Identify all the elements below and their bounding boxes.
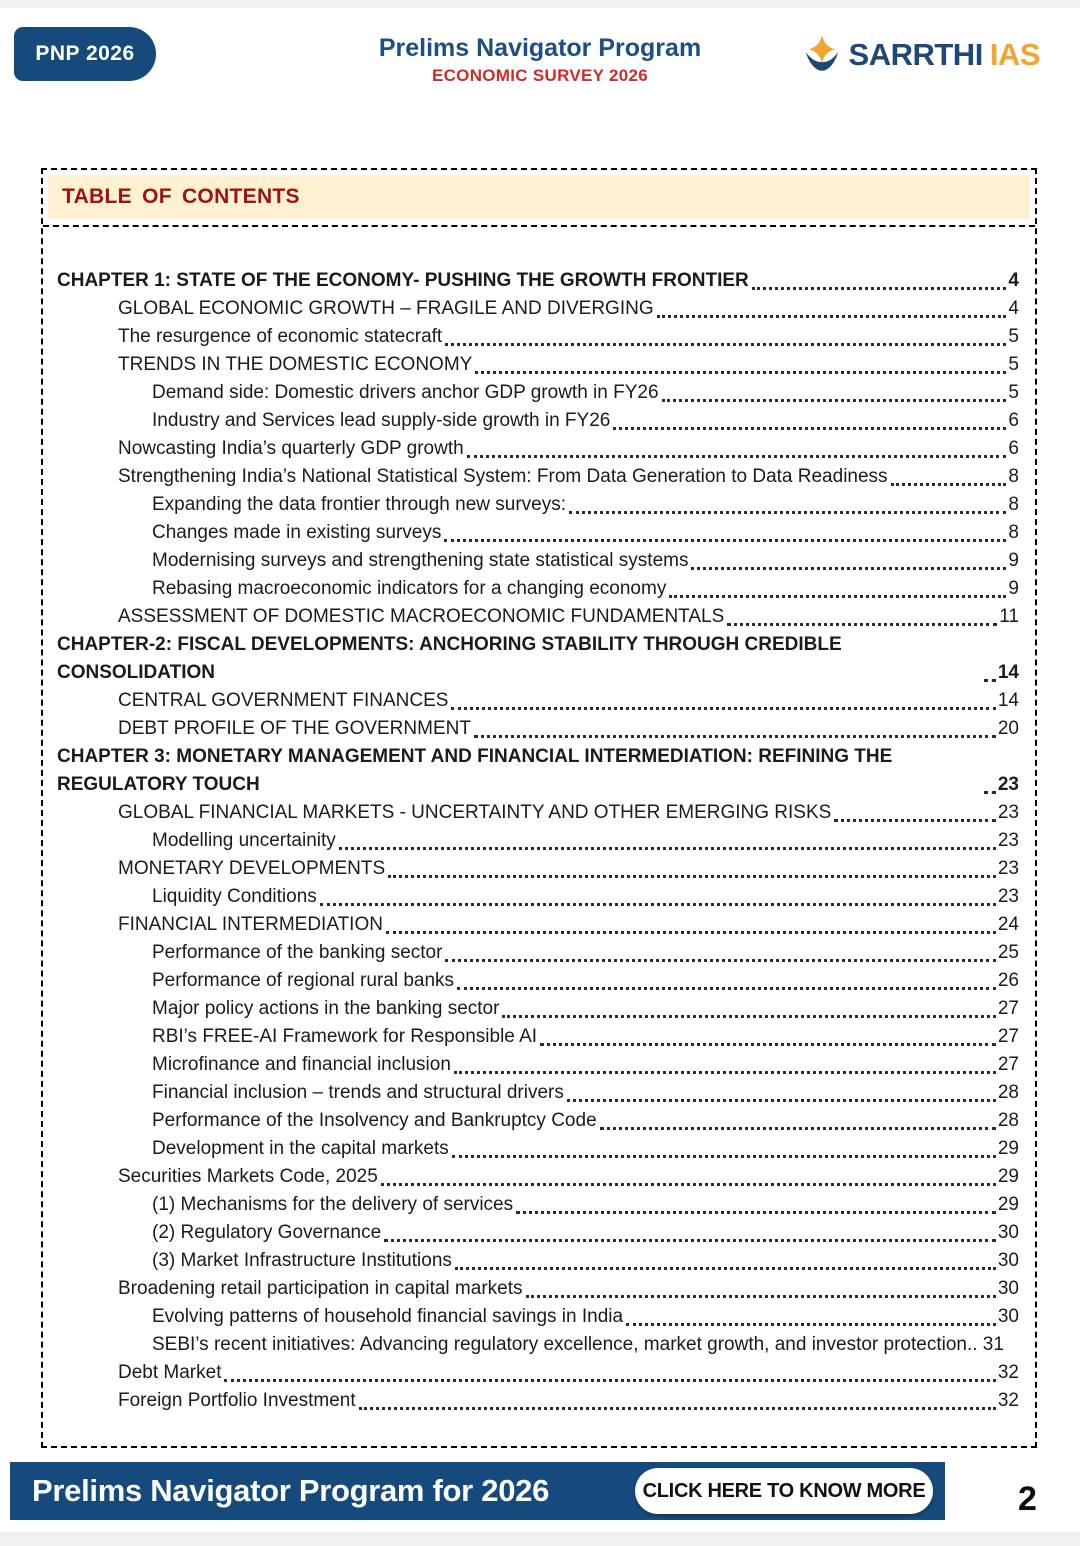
toc-entry-page: 24 — [997, 914, 1019, 935]
toc-heading: TABLE OF CONTENTS — [48, 175, 1030, 219]
toc-entry — [57, 1107, 1019, 1135]
logo-text-ias: IAS — [989, 37, 1040, 72]
dot-leader — [475, 371, 1006, 374]
dot-leader — [727, 623, 997, 626]
toc-entry — [57, 1247, 1019, 1275]
dot-leader — [834, 819, 996, 822]
toc-entry-page: 25 — [997, 942, 1019, 963]
toc-entry-title: Development in the capital markets — [152, 1138, 449, 1159]
toc-entry — [57, 967, 1019, 995]
toc-entry-title: Performance of the banking sector — [152, 942, 443, 963]
toc-entry-title: Strengthening India’s National Statistical System: From Data Generation to Data Readiness — [118, 466, 888, 487]
toc-entry-page: 4 — [1008, 298, 1019, 319]
dot-leader — [669, 595, 1006, 598]
toc-entry-title: Microfinance and financial inclusion — [152, 1054, 451, 1075]
toc-entry-page: 14 — [997, 690, 1019, 711]
toc-entry-page: 14 — [997, 662, 1019, 683]
dot-leader — [359, 1407, 996, 1410]
dot-leader — [445, 959, 995, 962]
dot-leader — [339, 847, 996, 850]
dot-leader — [516, 1211, 996, 1214]
toc-entry-page: 23 — [997, 858, 1019, 879]
toc-entry-title: The resurgence of economic statecraft — [118, 326, 443, 347]
toc-entry — [57, 883, 1019, 911]
toc-entry-page: 23 — [997, 802, 1019, 823]
toc-entry — [57, 827, 1019, 855]
dot-leader — [891, 483, 1007, 486]
toc-entry — [57, 351, 1019, 379]
sarrthi-logo — [802, 34, 1040, 76]
toc-entry-title: CENTRAL GOVERNMENT FINANCES — [118, 690, 449, 711]
toc-entry-title: Performance of regional rural banks — [152, 970, 455, 991]
toc-entry-page: 8 — [1008, 466, 1019, 487]
dot-leader — [444, 539, 1006, 542]
toc-entry-page: 6 — [1008, 410, 1019, 431]
toc-entry — [57, 1051, 1019, 1079]
dot-leader — [320, 903, 996, 906]
pnp-badge-label: PNP 2026 — [35, 42, 135, 65]
toc-entry-title: Modelling uncertainity — [152, 830, 336, 851]
table-of-contents-box — [41, 168, 1037, 1448]
toc-entry — [57, 1331, 1019, 1359]
dot-leader — [613, 427, 1006, 430]
toc-entry — [57, 323, 1019, 351]
toc-entry-title: DEBT PROFILE OF THE GOVERNMENT — [118, 718, 471, 739]
toc-entry-page: 27 — [997, 1026, 1019, 1047]
dot-leader — [984, 679, 996, 682]
toc-entry — [57, 911, 1019, 939]
toc-entry — [57, 1191, 1019, 1219]
dot-leader — [467, 455, 1007, 458]
toc-entry — [57, 1023, 1019, 1051]
toc-entry-title: CHAPTER 3: MONETARY MANAGEMENT AND FINANCIAL INTERMEDIATION: REFINING THE REGULATORY TOUCH — [57, 746, 893, 795]
toc-entry — [57, 631, 1019, 687]
toc-entry-title: (1) Mechanisms for the delivery of services — [152, 1194, 514, 1215]
toc-heading-bar — [43, 170, 1035, 227]
toc-entry — [57, 799, 1019, 827]
toc-entry — [57, 715, 1019, 743]
toc-entry-title: RBI’s FREE-AI Framework for Responsible AI — [152, 1026, 538, 1047]
dot-leader — [457, 987, 996, 990]
toc-entry-page: 5 — [1008, 354, 1019, 375]
toc-entry-title: Evolving patterns of household financial savings in India — [152, 1306, 624, 1327]
dot-leader — [626, 1323, 996, 1326]
dot-leader — [388, 875, 996, 878]
toc-entry — [57, 743, 1019, 799]
toc-entry — [57, 1387, 1019, 1415]
toc-entry-page: 6 — [1008, 438, 1019, 459]
toc-entry-page: 28 — [997, 1082, 1019, 1103]
toc-entry-page: 31 — [982, 1334, 1004, 1355]
toc-entry-title: Performance of the Insolvency and Bankruptcy Code — [152, 1110, 597, 1131]
dot-leader — [567, 1099, 996, 1102]
dot-leader — [502, 1015, 995, 1018]
toc-entry — [57, 575, 1019, 603]
dot-leader — [386, 931, 996, 934]
toc-entry-title: Liquidity Conditions — [152, 886, 317, 907]
dot-leader — [445, 343, 1006, 346]
toc-entry-title: Modernising surveys and strengthening state statistical systems — [152, 550, 689, 571]
toc-entry-page: 32 — [997, 1390, 1019, 1411]
dot-leader — [381, 1183, 996, 1186]
dot-leader — [451, 707, 995, 710]
toc-entry-page: 23 — [997, 830, 1019, 851]
toc-entry-title: GLOBAL ECONOMIC GROWTH – FRAGILE AND DIVERGING — [118, 298, 654, 319]
toc-entry-title: GLOBAL FINANCIAL MARKETS - UNCERTAINTY AND OTHER EMERGING RISKS — [118, 802, 832, 823]
dot-leader — [984, 791, 996, 794]
toc-entry-page: 28 — [997, 1110, 1019, 1131]
toc-entry-page: 29 — [997, 1194, 1019, 1215]
toc-entry-title: Demand side: Domestic drivers anchor GDP growth in FY26 — [152, 382, 659, 403]
bottom-edge-strip — [0, 1532, 1080, 1546]
toc-entry — [57, 995, 1019, 1023]
toc-entry-title: SEBI’s recent initiatives: Advancing regulatory excellence, market growth, and investor protection.. — [152, 1334, 983, 1355]
toc-entry — [57, 1163, 1019, 1191]
toc-entry — [57, 463, 1019, 491]
toc-entry-title: FINANCIAL INTERMEDIATION — [118, 914, 383, 935]
dot-leader — [662, 399, 1007, 402]
toc-entry — [57, 1275, 1019, 1303]
toc-entry-page: 9 — [1008, 578, 1019, 599]
dot-leader — [752, 287, 1007, 290]
dot-leader — [384, 1239, 996, 1242]
toc-entry-page: 23 — [997, 886, 1019, 907]
toc-entry — [57, 687, 1019, 715]
dot-leader — [657, 315, 1007, 318]
toc-entry — [57, 1303, 1019, 1331]
dot-leader — [569, 511, 1006, 514]
toc-entry-page: 11 — [999, 606, 1019, 627]
toc-entry-page: 30 — [997, 1250, 1019, 1271]
toc-entry — [57, 939, 1019, 967]
toc-entry-title: Securities Markets Code, 2025 — [118, 1166, 378, 1187]
toc-entry-page: 23 — [997, 774, 1019, 795]
toc-entry — [57, 1079, 1019, 1107]
toc-entry-title: Expanding the data frontier through new surveys: — [152, 494, 567, 515]
toc-entry-title: (3) Market Infrastructure Institutions — [152, 1250, 452, 1271]
dot-leader — [452, 1155, 996, 1158]
toc-entry-page: 30 — [997, 1222, 1019, 1243]
toc-entry-page: 29 — [997, 1166, 1019, 1187]
program-title: Prelims Navigator Program — [378, 34, 702, 62]
logo-text-sarrthi: SARRTHI — [848, 37, 983, 72]
toc-entry-page: 8 — [1008, 522, 1019, 543]
know-more-button[interactable]: CLICK HERE TO KNOW MORE — [635, 1468, 933, 1514]
toc-entry — [57, 267, 1019, 295]
toc-entry-page: 5 — [1008, 326, 1019, 347]
toc-entry-page: 27 — [997, 1054, 1019, 1075]
toc-entry-page: 29 — [997, 1138, 1019, 1159]
dot-leader — [224, 1379, 995, 1382]
toc-entry-title: Nowcasting India’s quarterly GDP growth — [118, 438, 464, 459]
header-title-block — [379, 34, 701, 86]
toc-entry — [57, 1359, 1019, 1387]
toc-entry-title: Debt Market — [118, 1362, 222, 1383]
dot-leader — [474, 735, 996, 738]
toc-entry — [57, 491, 1019, 519]
top-edge-strip — [0, 0, 1080, 8]
toc-entry-title: Broadening retail participation in capital markets — [118, 1278, 523, 1299]
dot-leader — [455, 1267, 996, 1270]
toc-entry — [57, 1135, 1019, 1163]
toc-entry-page: 27 — [997, 998, 1019, 1019]
toc-entry-title: Rebasing macroeconomic indicators for a changing economy — [152, 578, 667, 599]
toc-entry-page: 26 — [997, 970, 1019, 991]
dot-leader — [600, 1127, 996, 1130]
footer-banner-text: Prelims Navigator Program for 2026 — [32, 1473, 550, 1508]
toc-entry — [57, 519, 1019, 547]
toc-entry — [57, 295, 1019, 323]
toc-entry-page: 8 — [1008, 494, 1019, 515]
dot-leader — [540, 1043, 996, 1046]
toc-entry-title: Foreign Portfolio Investment — [118, 1390, 356, 1411]
toc-entry-title: MONETARY DEVELOPMENTS — [118, 858, 386, 879]
toc-entry — [57, 379, 1019, 407]
toc-entry-title: (2) Regulatory Governance — [152, 1222, 382, 1243]
sarrthi-flame-icon — [802, 34, 842, 76]
toc-entry-title: TRENDS IN THE DOMESTIC ECONOMY — [118, 354, 473, 375]
toc-entry — [57, 435, 1019, 463]
toc-entry — [57, 547, 1019, 575]
toc-entry-page: 9 — [1008, 550, 1019, 571]
toc-entry-title: Changes made in existing surveys — [152, 522, 442, 543]
toc-entry-page: 20 — [997, 718, 1019, 739]
toc-entry-page: 30 — [997, 1278, 1019, 1299]
toc-entry-title: CHAPTER 1: STATE OF THE ECONOMY- PUSHING THE GROWTH FRONTIER — [57, 270, 749, 291]
toc-entry — [57, 855, 1019, 883]
toc-entry — [57, 407, 1019, 435]
toc-entry-page: 5 — [1008, 382, 1019, 403]
toc-entry-list — [43, 227, 1035, 1415]
page-number: 2 — [1018, 1480, 1037, 1518]
dot-leader — [691, 567, 1006, 570]
footer-banner — [10, 1462, 945, 1520]
dot-leader — [454, 1071, 996, 1074]
toc-entry-title: CHAPTER-2: FISCAL DEVELOPMENTS: ANCHORING STABILITY THROUGH CREDIBLE CONSOLIDATION — [57, 634, 842, 683]
toc-entry-page: 4 — [1008, 270, 1019, 291]
toc-entry-title: Industry and Services lead supply-side growth in FY26 — [152, 410, 611, 431]
survey-subtitle: ECONOMIC SURVEY 2026 — [431, 66, 649, 85]
toc-entry-page: 32 — [997, 1362, 1019, 1383]
toc-entry — [57, 603, 1019, 631]
pnp-badge — [14, 27, 156, 81]
toc-entry — [57, 1219, 1019, 1247]
toc-entry-title: ASSESSMENT OF DOMESTIC MACROECONOMIC FUNDAMENTALS — [118, 606, 725, 627]
toc-entry-title: Major policy actions in the banking sector — [152, 998, 500, 1019]
toc-entry-page: 30 — [997, 1306, 1019, 1327]
dot-leader — [526, 1295, 996, 1298]
toc-entry-title: Financial inclusion – trends and structural drivers — [152, 1082, 564, 1103]
